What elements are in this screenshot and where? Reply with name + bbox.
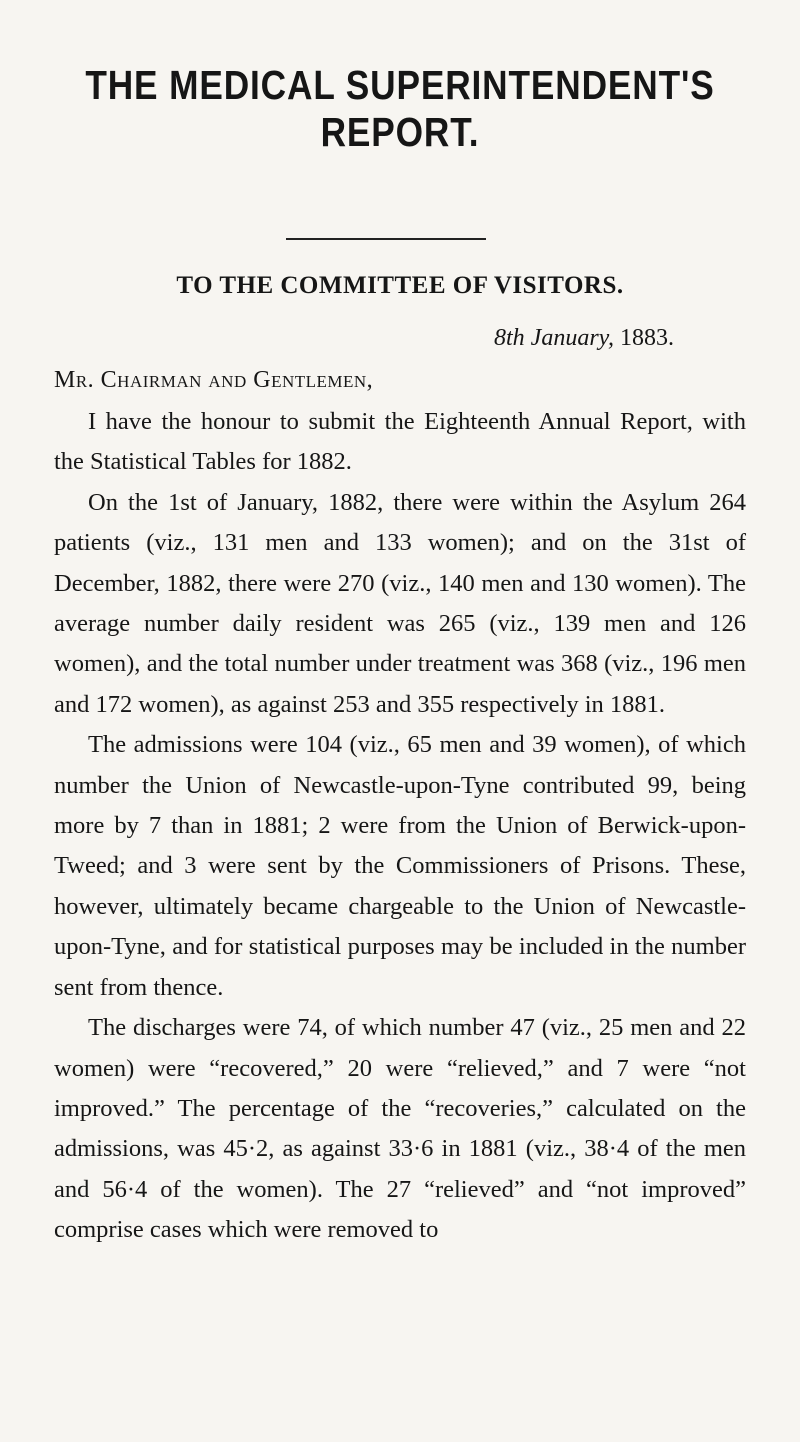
salutation: Mr. Chairman and Gentlemen,: [54, 367, 374, 393]
title-divider: [286, 238, 486, 240]
paragraph-patients: On the 1st of January, 1882, there were within the Asylum 264 patients (viz., 131 men and 133 women); and on the 31st of December, 1882, there were 270 (viz., 140 men and 130 women). The average number daily resident was 265 (viz., 139 men and 126 women), and the total number under treatment was 368 (viz., 196 men and 172 women), as against 253 and 355 respectively in 1881.: [54, 488, 746, 718]
paragraph-intro: I have the honour to submit the Eighteenth Annual Report, with the Statistical Tables for 1882.: [54, 408, 746, 476]
paragraph-discharges: The discharges were 74, of which number 47 (viz., 25 men and 22 women) were “recovered,” 20 were “relieved,” and 7 were “not improved.” The percentage of the “recoveries,” calculated on the admissions, was 45·2, as against 33·6 in 1881 (viz., 38·4 of the men and 56·4 of the women). The 27 “relieved” and “not improved” comprise cases which were removed to: [54, 1014, 746, 1244]
date-year: 1883.: [620, 325, 674, 351]
report-subtitle: TO THE COMMITTEE OF VISITORS.: [176, 272, 624, 299]
report-body: [54, 402, 746, 1251]
report-date: [494, 325, 674, 352]
paragraph-admissions: The admissions were 104 (viz., 65 men and 39 women), of which number the Union of Newcastle-upon-Tyne contributed 99, being more by 7 than in 1881; 2 were from the Union of Berwick-upon-Tweed; and 3 were sent by the Commissioners of Prisons. These, however, ultimately became chargeable to the Union of Newcastle-upon-Tyne, and for statistical purposes may be included in the number sent from thence.: [54, 731, 746, 1001]
report-title: THE MEDICAL SUPERINTENDENT'S REPORT.: [85, 62, 715, 155]
date-day: 8th January,: [494, 325, 614, 351]
